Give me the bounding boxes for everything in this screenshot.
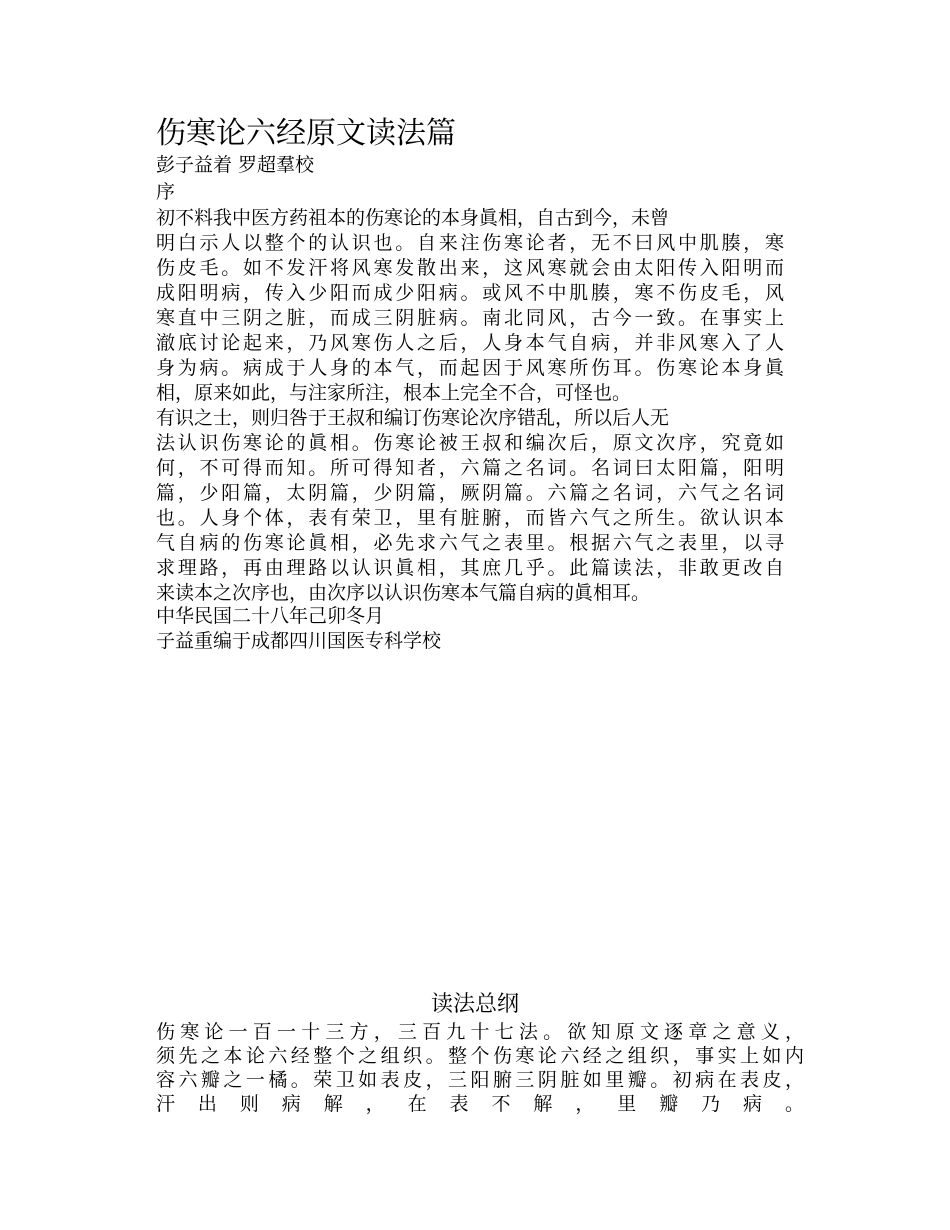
document-title: 伤寒论六经原文读法篇 [156, 116, 456, 151]
section-line: 汗出则病解，在表不解，里瓣乃病。 [156, 1093, 806, 1115]
preface-line: 澈底讨论起来，乃风寒伤人之后，人身本气自病，并非风寒入了人 [156, 332, 784, 354]
section-line: 伤寒论一百一十三方，三百九十七法。欲知原文逐章之意义， [156, 1021, 806, 1043]
preface-line: 寒直中三阴之脏，而成三阴脏病。南北同风，古今一致。在事实上 [156, 307, 784, 329]
preface-line: 有识之士，则归咎于王叔和编订伤寒论次序错乱，所以后人无 [156, 407, 670, 429]
preface-line: 也。人身个体，表有荣卫，里有脏腑，而皆六气之所生。欲认识本 [156, 507, 784, 529]
preface-line: 篇，少阳篇，太阴篇，少阴篇，厥阴篇。六篇之名词，六气之名词 [156, 482, 784, 504]
signature-line: 子益重编于成都四川国医专科学校 [156, 630, 442, 652]
section-line: 须先之本论六经整个之组织。整个伤寒论六经之组织，事实上如内 [156, 1045, 806, 1067]
byline: 彭子益着 罗超羣校 [156, 154, 315, 176]
preface-line: 气自病的伤寒论眞相，必先求六气之表里。根据六气之表里，以寻 [156, 532, 784, 554]
preface-line: 何，不可得而知。所可得知者，六篇之名词。名词曰太阳篇，阳明 [156, 457, 784, 479]
preface-line: 法认识伤寒论的眞相。伤寒论被王叔和编次后，原文次序，究竟如 [156, 432, 784, 454]
preface-line: 相，原来如此，与注家所注，根本上完全不合，可怪也。 [156, 382, 632, 404]
preface-line: 来读本之次序也，由次序以认识伤寒本气篇自病的眞相耳。 [156, 582, 651, 604]
section-title: 读法总纲 [430, 992, 519, 1017]
preface-line: 身为病。病成于人身的本气，而起因于风寒所伤耳。伤寒论本身眞 [156, 357, 784, 379]
preface-line: 成阳明病，传入少阳而成少阳病。或风不中肌腠，寒不伤皮毛，风 [156, 282, 784, 304]
preface-line: 求理路，再由理路以认识眞相，其庶几乎。此篇读法，非敢更改自 [156, 557, 784, 579]
preface-heading: 序 [156, 181, 176, 203]
date-line: 中华民国二十八年己卯冬月 [156, 605, 385, 627]
preface-line: 明白示人以整个的认识也。自来注伤寒论者，无不曰风中肌腠，寒 [156, 232, 784, 254]
section-line: 容六瓣之一橘。荣卫如表皮，三阳腑三阴脏如里瓣。初病在表皮， [156, 1069, 806, 1091]
preface-line: 初不料我中医方药祖本的伤寒论的本身眞相，自古到今，未曾 [156, 207, 670, 229]
preface-line: 伤皮毛。如不发汗将风寒发散出来，这风寒就会由太阳传入阳明而 [156, 257, 784, 279]
